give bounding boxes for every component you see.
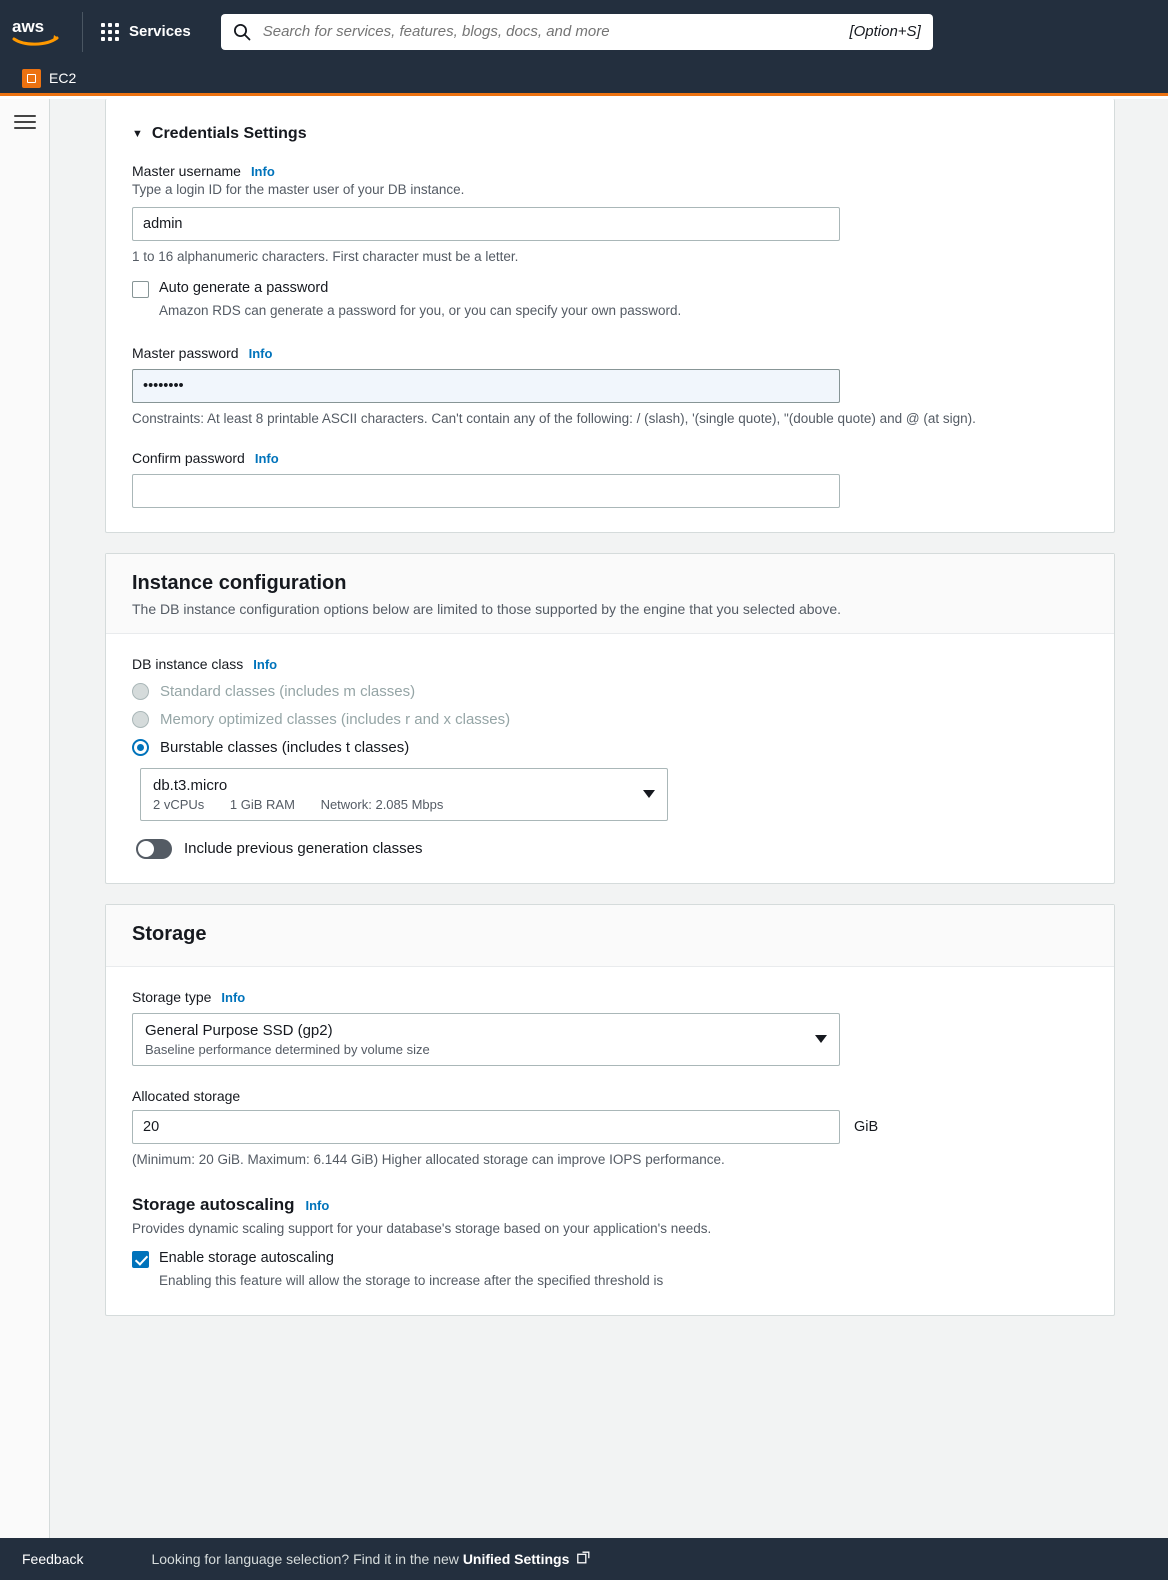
confirm-password-label-row xyxy=(132,450,1088,466)
services-menu-button[interactable] xyxy=(89,12,203,52)
search-shortcut-hint: [Option+S] xyxy=(849,23,921,40)
allocated-storage-input[interactable] xyxy=(132,1110,840,1144)
instance-configuration-header xyxy=(106,554,1114,634)
master-username-input[interactable] xyxy=(132,207,840,241)
main-content xyxy=(50,99,1168,1538)
external-link-icon xyxy=(577,1551,590,1567)
storage-type-select[interactable] xyxy=(132,1013,840,1066)
master-username-label-row xyxy=(132,163,1088,179)
include-previous-generation-label: Include previous generation classes xyxy=(184,840,423,858)
radio-memory-optimized-classes[interactable] xyxy=(132,711,1088,728)
allocated-storage-label-row xyxy=(132,1088,1088,1104)
storage-autoscaling-title: Storage autoscaling xyxy=(132,1195,295,1215)
storage-header xyxy=(106,905,1114,967)
instance-configuration-body xyxy=(106,634,1114,883)
unified-settings-link[interactable]: Unified Settings xyxy=(462,1551,570,1567)
instance-configuration-description: The DB instance configuration options below are limited to those supported by the engine that you selected above. xyxy=(132,600,842,617)
auto-generate-password-note: Amazon RDS can generate a password for you, or you can specify your own password. xyxy=(159,303,682,319)
storage-body xyxy=(106,967,1114,1315)
storage-type-label-row xyxy=(132,989,1088,1005)
radio-burstable-classes[interactable] xyxy=(132,739,1088,756)
db-instance-class-vcpu: 2 vCPUs xyxy=(153,796,205,812)
confirm-password-info-link[interactable]: Info xyxy=(254,450,279,466)
svg-text:aws: aws xyxy=(12,16,45,36)
storage-type-info-link[interactable]: Info xyxy=(221,989,246,1005)
radio-burstable-classes-button[interactable] xyxy=(132,739,149,756)
master-username-label: Master username xyxy=(132,163,241,179)
search-input[interactable] xyxy=(261,22,842,41)
storage-type-label: Storage type xyxy=(132,988,212,1005)
storage-autoscaling-header xyxy=(132,1195,1088,1215)
credentials-settings-title: Credentials Settings xyxy=(151,125,307,142)
instance-configuration-card xyxy=(105,553,1115,884)
auto-generate-password-row[interactable] xyxy=(132,280,1088,298)
enable-storage-autoscaling-note: Enabling this feature will allow the storage to increase after the specified threshold is xyxy=(159,1273,664,1289)
aws-logo[interactable] xyxy=(0,0,72,63)
nav-divider xyxy=(82,12,83,52)
feedback-link[interactable]: Feedback xyxy=(22,1551,84,1567)
master-username-constraint: 1 to 16 alphanumeric characters. First character must be a letter. xyxy=(132,249,519,265)
enable-storage-autoscaling-checkbox[interactable] xyxy=(132,1251,149,1268)
radio-memory-optimized-classes-button[interactable] xyxy=(132,711,149,728)
allocated-storage-constraint: (Minimum: 20 GiB. Maximum: 6.144 GiB) Higher allocated storage can improve IOPS performance. xyxy=(132,1151,725,1167)
storage-title: Storage xyxy=(132,922,207,945)
radio-memory-optimized-classes-label: Memory optimized classes (includes r and x classes) xyxy=(160,710,511,728)
db-instance-class-select[interactable] xyxy=(140,768,668,821)
storage-autoscaling-info-link[interactable]: Info xyxy=(305,1198,330,1214)
search-icon xyxy=(233,23,251,41)
chevron-down-icon: ▼ xyxy=(132,128,143,140)
include-previous-generation-toggle[interactable] xyxy=(136,839,172,859)
credentials-settings-card xyxy=(105,99,1115,533)
ec2-icon xyxy=(22,69,41,88)
chevron-down-icon xyxy=(643,790,655,798)
services-label: Services xyxy=(129,23,191,40)
service-context-bar xyxy=(0,63,1168,96)
menu-toggle-icon[interactable] xyxy=(14,115,36,129)
confirm-password-input[interactable] xyxy=(132,474,840,508)
master-password-info-link[interactable]: Info xyxy=(248,345,273,361)
master-password-constraint: Constraints: At least 8 printable ASCII characters. Can't contain any of the following: / (slash), '(single quote), "(double quote) and @ (at sign). xyxy=(132,410,976,426)
confirm-password-label: Confirm password xyxy=(132,449,245,466)
instance-configuration-title: Instance configuration xyxy=(132,571,347,594)
allocated-storage-unit: GiB xyxy=(854,1118,879,1135)
storage-card xyxy=(105,904,1115,1316)
db-instance-class-ram: 1 GiB RAM xyxy=(229,796,295,812)
credentials-settings-toggle[interactable] xyxy=(106,99,1114,149)
allocated-storage-label: Allocated storage xyxy=(132,1087,241,1104)
enable-storage-autoscaling-label: Enable storage autoscaling xyxy=(159,1250,334,1267)
left-navigation-rail xyxy=(0,99,50,1538)
ec2-label: EC2 xyxy=(49,70,77,86)
storage-type-selected-value: General Purpose SSD (gp2) xyxy=(145,1021,333,1039)
grid-icon xyxy=(101,23,119,41)
db-instance-class-network: Network: 2.085 Mbps xyxy=(320,796,444,812)
master-username-helper: Type a login ID for the master user of your DB instance. xyxy=(132,182,465,197)
radio-burstable-classes-label: Burstable classes (includes t classes) xyxy=(160,738,410,756)
db-instance-class-specs xyxy=(153,797,633,812)
db-instance-class-label: DB instance class xyxy=(132,655,244,672)
db-instance-class-info-link[interactable]: Info xyxy=(253,656,278,672)
master-password-input[interactable] xyxy=(132,369,840,403)
master-password-label: Master password xyxy=(132,344,239,361)
allocated-storage-row xyxy=(132,1110,1088,1144)
page-footer xyxy=(0,1538,1168,1580)
global-search-bar[interactable] xyxy=(221,14,933,50)
auto-generate-password-label: Auto generate a password xyxy=(159,280,329,297)
auto-generate-password-checkbox[interactable] xyxy=(132,281,149,298)
radio-standard-classes[interactable] xyxy=(132,683,1088,700)
language-notice-text: Looking for language selection? Find it in the new xyxy=(151,1551,459,1567)
enable-storage-autoscaling-row[interactable] xyxy=(132,1250,1088,1268)
radio-standard-classes-button[interactable] xyxy=(132,683,149,700)
include-previous-generation-row[interactable] xyxy=(136,839,1088,859)
storage-autoscaling-description: Provides dynamic scaling support for your database's storage based on your application's needs. xyxy=(132,1221,712,1237)
radio-standard-classes-label: Standard classes (includes m classes) xyxy=(160,682,416,700)
master-password-label-row xyxy=(132,345,1088,361)
chevron-down-icon xyxy=(815,1035,827,1043)
ec2-service-shortcut[interactable] xyxy=(22,69,76,88)
db-instance-class-label-row xyxy=(132,656,1088,672)
language-notice xyxy=(151,1551,590,1567)
top-navigation-bar xyxy=(0,0,1168,63)
db-instance-class-selected-value: db.t3.micro xyxy=(153,776,228,794)
master-username-info-link[interactable]: Info xyxy=(250,164,275,179)
storage-type-selected-sub: Baseline performance determined by volume size xyxy=(145,1041,430,1057)
